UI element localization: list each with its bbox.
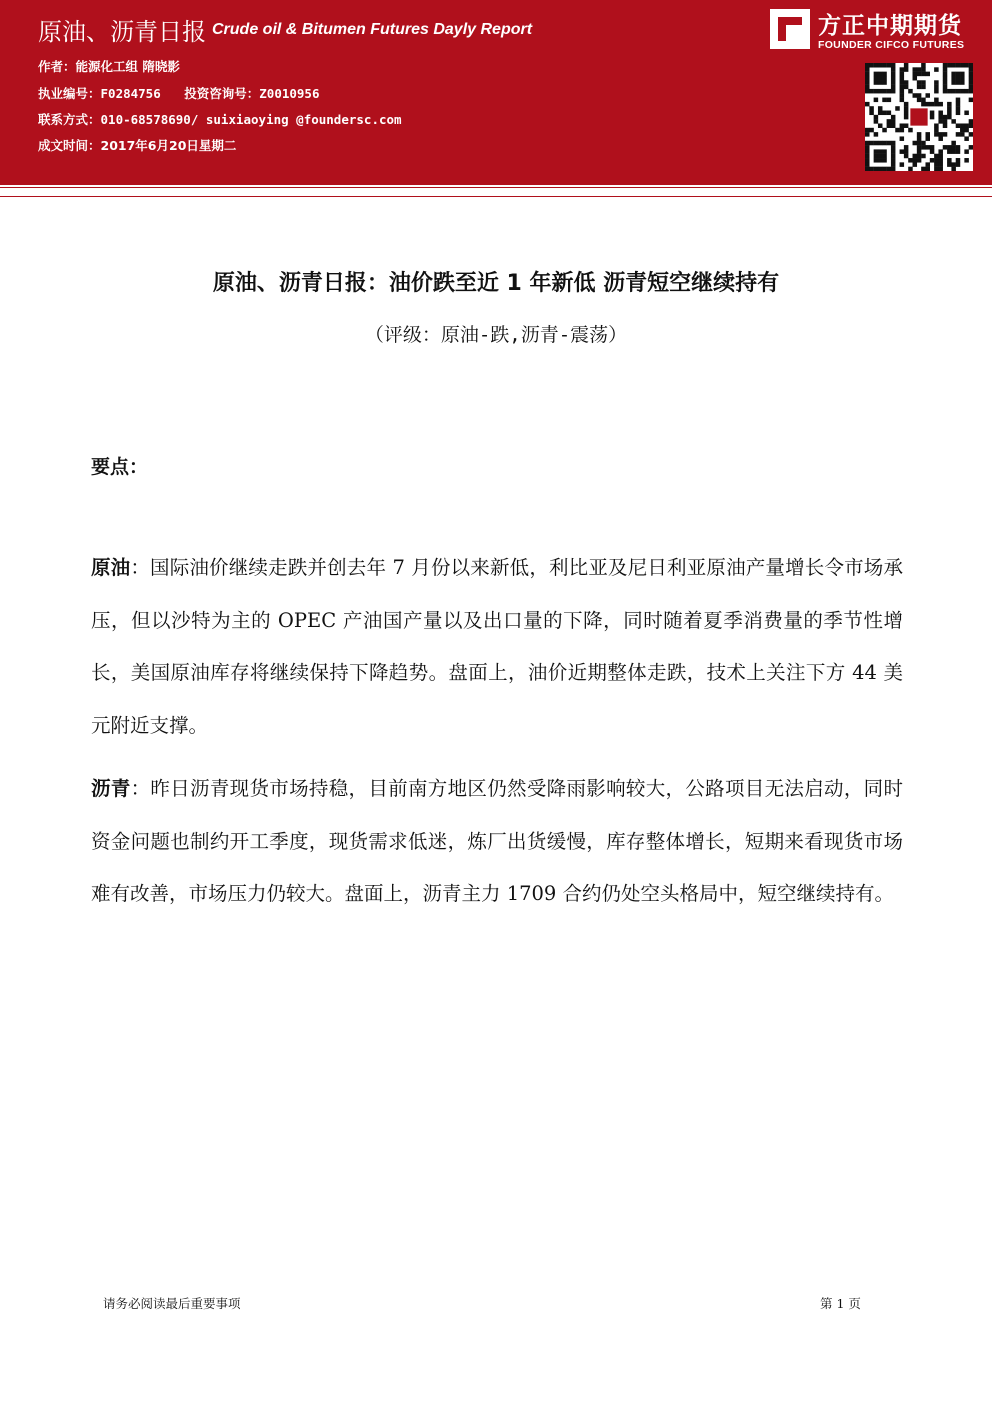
crude-oil-text: ：国际油价继续走跌并创去年 7 月份以来新低，利比亚及尼日利亚原油产量增长令市场承压，但以沙特为主的 OPEC 产油国产量以及出口量的下降，同时随着夏季消费量的季节性增长，美国原油库存将继续保持下降趋势。盘面上，油价近期整体走跌，技术上关注下方 44 美元附近支撑。 <box>91 556 903 737</box>
license-value: F0284756 <box>100 86 161 101</box>
bitumen-lead: 沥青 <box>91 777 131 800</box>
advisory-value: Z0010956 <box>259 86 320 101</box>
report-title-row <box>38 12 532 47</box>
date-line <box>38 136 236 154</box>
logo-mark-icon <box>770 9 810 49</box>
footer-notice: 请务必阅读最后重要事项 <box>103 1296 241 1311</box>
page-number: 第 1 页 <box>820 1296 861 1311</box>
license-line <box>38 84 320 102</box>
crude-oil-lead: 原油 <box>91 556 131 579</box>
contact-line <box>38 110 402 128</box>
contact-label: 联系方式： <box>38 112 101 127</box>
header-rule-secondary <box>0 196 992 197</box>
bitumen-text: ：昨日沥青现货市场持稳，目前南方地区仍然受降雨影响较大，公路项目无法启动，同时资金问题也制约开工季度，现货需求低迷，炼厂出货缓慢，库存整体增长，短期来看现货市场难有改善，市场压力仍较大。盘面上，沥青主力 1709 合约仍处空头格局中，短空继续持有。 <box>91 777 903 905</box>
license-label: 执业编号： <box>38 86 101 101</box>
author-value: 能源化工组 隋晓影 <box>75 59 180 74</box>
header-banner <box>0 0 992 185</box>
report-title-en: Crude oil & Bitumen Futures Dayly Report <box>212 20 533 38</box>
key-points-heading: 要点： <box>91 456 149 478</box>
company-logo <box>770 9 985 55</box>
date-value: 2017年6月20日星期二 <box>100 138 237 153</box>
logo-cn-text: 方正中期期货 <box>818 13 962 39</box>
crude-oil-paragraph <box>91 542 903 752</box>
contact-value: 010-68578690/ suixiaoying @foundersc.com <box>100 112 402 127</box>
author-line <box>38 57 180 75</box>
bitumen-paragraph <box>91 763 903 921</box>
document-title: 原油、沥青日报：油价跌至近 1 年新低 沥青短空继续持有 <box>212 271 780 296</box>
report-title-cn: 原油、沥青日报 <box>38 18 206 46</box>
date-label: 成文时间： <box>38 138 101 153</box>
advisory-label: 投资咨询号： <box>184 86 260 101</box>
author-label: 作者： <box>38 59 76 74</box>
logo-en-text: FOUNDER CIFCO FUTURES <box>818 39 965 51</box>
header-rule <box>0 187 992 188</box>
document-rating: （评级：原油-跌,沥青-震荡） <box>364 324 628 346</box>
qr-code-icon <box>865 63 973 171</box>
